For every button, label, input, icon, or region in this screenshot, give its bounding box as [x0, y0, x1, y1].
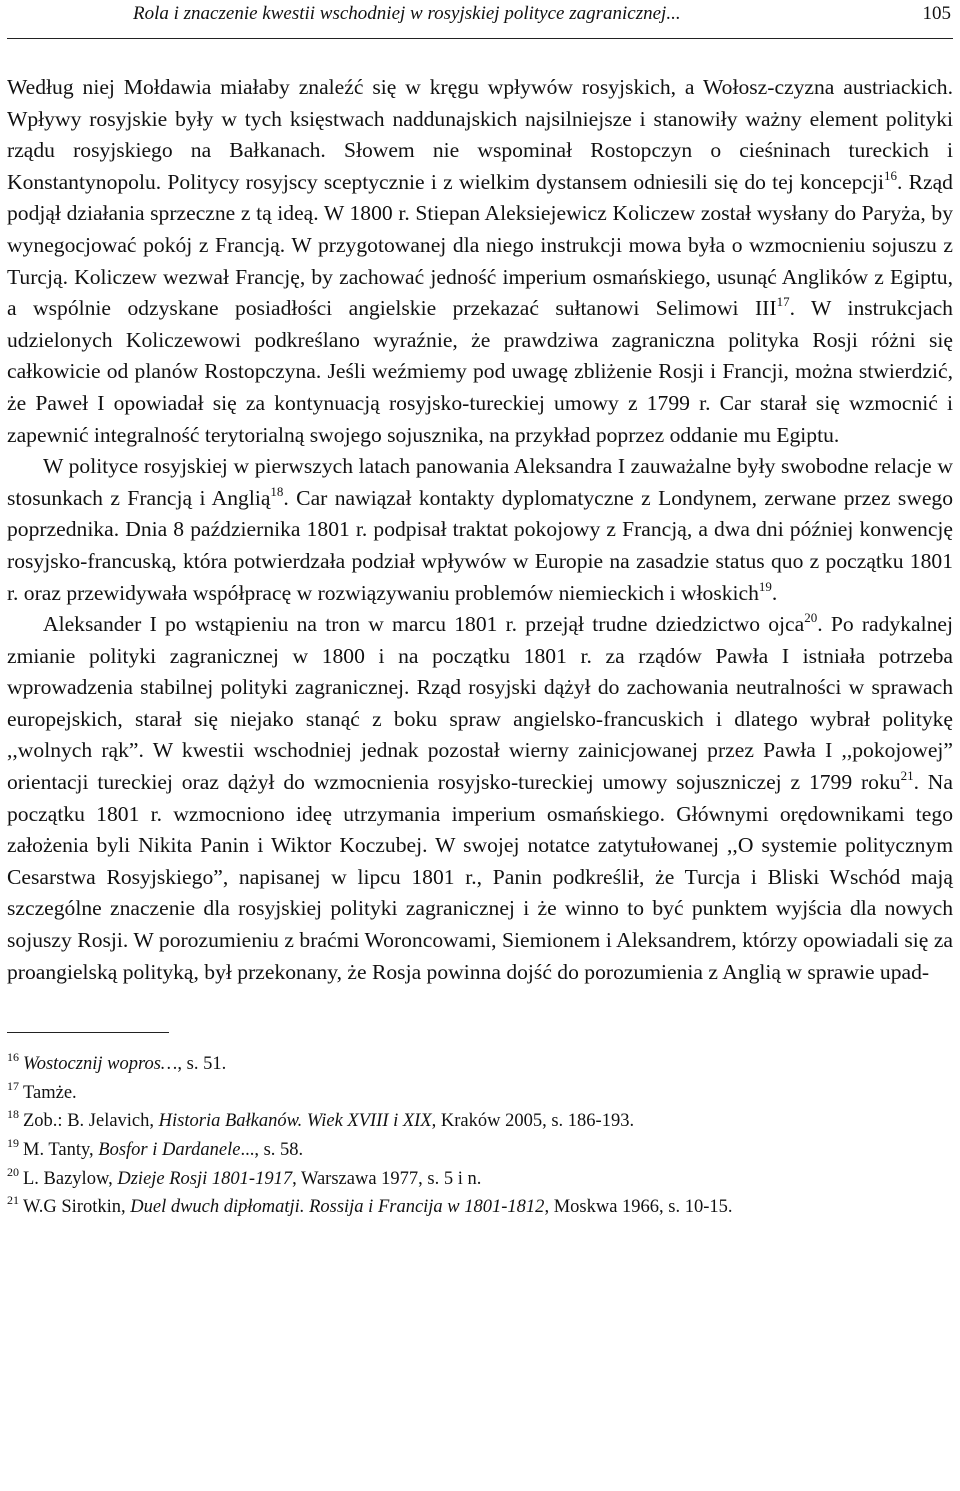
paragraph [7, 72, 953, 451]
footnote-text: ..., s. 58. [240, 1140, 304, 1160]
text-run: Aleksander I po wstąpieniu na tron w marcu 1801 r. przejął trudne dziedzictwo ojca [43, 612, 805, 637]
running-title: Rola i znaczenie kwestii wschodniej w rosyjskiej polityce zagranicznej... [133, 3, 681, 24]
footnote-number: 18 [7, 1107, 19, 1122]
body-text [7, 72, 953, 988]
footnote-ref: 21 [900, 768, 914, 784]
paragraph [7, 609, 953, 988]
page-number: 105 [922, 3, 951, 24]
footnotes [7, 1050, 953, 1222]
footnote-title: Wostocznij wopros… [23, 1054, 178, 1075]
paragraph [7, 451, 953, 609]
footnote-text: , Moskwa 1966, s. 10-15. [544, 1197, 733, 1218]
text-run: . W instrukcjach udzielonych Koliczewowi podkreślano wyraźnie, że prawdziwa zagraniczna polityka Rosji różni się całkowicie od planów Rostopczyna. Jeśli weźmiemy pod uwagę zbliżenie Rosji i Francji, można stwierdzić, że Paweł I opowiadał się za kontynuacją rosyjsko-tureckiej umowy z 1799 r. Car starał się wzmocnić i zapewnić integralność terytorialną swojego sojusznika, na przykład poprzez oddanie mu Egiptu. [7, 296, 953, 447]
footnote-title: Historia Bałkanów. Wiek XVIII i XIX [158, 1111, 432, 1132]
footnote-text: , Warszawa 1977, s. 5 i n. [292, 1168, 482, 1189]
text-run: . [771, 580, 778, 605]
footnote-ref: 18 [270, 483, 284, 499]
footnote [7, 1165, 953, 1194]
footnote-number: 19 [7, 1136, 19, 1150]
footnote-text: Tamże. [23, 1082, 77, 1103]
page [7, 0, 953, 1222]
footnote-ref: 17 [776, 294, 790, 310]
text-run: W polityce rosyjskiej w pierwszych latach panowania Aleksandra I zauważalne były swobodne relacje w stosunkach z Francją i Anglią [7, 454, 953, 510]
footnote-text: , s. 51. [177, 1054, 227, 1075]
footnote [7, 1107, 953, 1136]
footnote-ref: 16 [883, 167, 897, 183]
footnote-text: W.G Sirotkin, [23, 1197, 131, 1218]
footnote-number: 21 [7, 1193, 19, 1208]
text-run: . Na początku 1801 r. wzmocniono ideę utrzymania imperium osmańskiego. Głównymi orędownikami tego założenia byli Nikita Panin i Wiktor Koczubej. W swojej notatce zatytułowanej ,,O systemie politycznym Cesarstwa Rosyjskiego”, napisanej w lipcu 1801 r., Panin podkreślił, że Turcja i Bliski Wschód mają szczególne znaczenie dla rosyjskiej polityki zagranicznej i że winno to być punktem wyjścia dla nowych sojuszy Rosji. W porozumieniu z braćmi Woroncowami, Siemionem i Aleksandrem, którzy opowiadali się za proangielską polityką, był przekonany, że Rosja powinna dojść do porozumienia z Anglią w sprawie upad- [7, 770, 953, 984]
footnote-separator [7, 1032, 169, 1033]
running-header [7, 0, 953, 39]
footnote-title: Duel dwuch dipłomatji. Rossija i Francija w 1801-1812 [130, 1197, 545, 1218]
text-run: Według niej Mołdawia miałaby znaleźć się w kręgu wpływów rosyjskich, a Wołosz-czyzna austriackich. Wpływy rosyjskie były w tych księstwach naddunajskich najsilniejsze i stanowiły ważny element polityki rządu rosyjskiego na Bałkanach. Słowem nie wspominał Rostopczyn o cieśninach tureckich i Konstantynopolu. Politycy rosyjscy sceptycznie i z wielkim dystansem odniesili się do tej koncepcji [7, 75, 953, 194]
footnote-text: Zob.: B. Jelavich, [23, 1111, 159, 1132]
footnote-title: Bosfor i Dardanele [98, 1140, 241, 1160]
footnote [7, 1136, 953, 1165]
footnote-text: L. Bazylow, [23, 1168, 118, 1189]
footnote [7, 1050, 953, 1079]
footnote-number: 16 [7, 1050, 19, 1065]
footnote-title: Dzieje Rosji 1801-1917 [117, 1168, 293, 1189]
footnote-number: 17 [7, 1078, 19, 1093]
text-run: . Car nawiązał kontakty dyplomatyczne z Londynem, zerwane przez swego poprzednika. Dnia 8 października 1801 r. podpisał traktat pokojowy z Francją, a dwa dni później konwencję rosyjsko-francuską, która potwierdzała podział wpływów w Europie na zasadzie status quo z początku 1801 r. oraz przewidywała współpracę w rozwiązywaniu problemów niemieckich i włoskich [7, 485, 954, 605]
footnote-number: 20 [7, 1164, 19, 1179]
footnote [7, 1193, 953, 1222]
footnote-ref: 20 [804, 610, 818, 626]
footnote [7, 1079, 953, 1108]
text-run: . Rząd podjął działania sprzeczne z tą ideą. W 1800 r. Stiepan Aleksiejewicz Koliczew został wysłany do Paryża, by wynegocjować pokój z Francją. W przygotowanej dla niego instrukcji mowa była o wzmocnieniu sojuszu z Turcją. Koliczew wezwał Francję, by zachować jedność imperium osmańskiego, usunąć Anglików z Egiptu, a wspólnie odzyskane posiadłości angielskie przekazać sułtanowi Selimowi III [7, 169, 953, 321]
footnote-text: M. Tanty, [23, 1140, 99, 1160]
footnote-ref: 19 [758, 578, 772, 594]
text-run: . Po radykalnej zmianie polityki zagranicznej w 1800 i na początku 1801 r. za rządów Pawła I istniała potrzeba wprowadzenia stabilnej polityki zagranicznej. Rząd rosyjski dążył do zachowania neutralności w sprawach europejskich, starał się niejako stanąć z boku spraw angielsko-francuskich i dlatego wybrał politykę ,,wolnych rąk”. W kwestii wschodniej jednak pozostał wierny zainicjowanej przez Pawła I ,,pokojowej” orientacji tureckiej oraz dążył do wzmocnienia rosyjsko-tureckiej umowy sojuszniczej z 1799 roku [7, 612, 953, 795]
footnote-text: , Kraków 2005, s. 186-193. [431, 1111, 635, 1132]
